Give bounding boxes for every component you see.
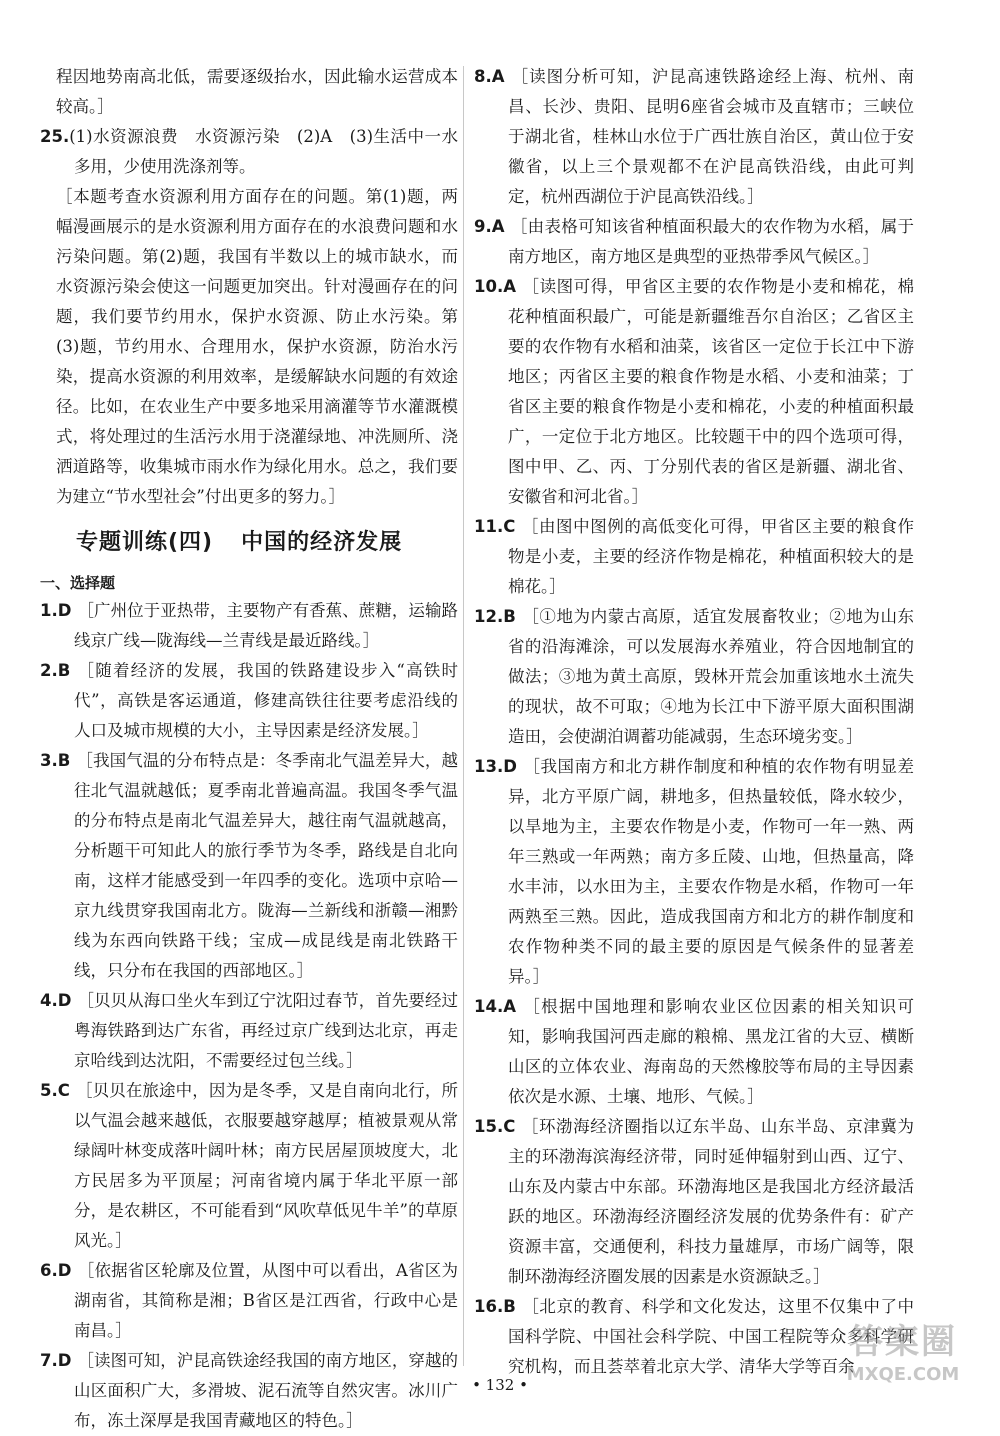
mcq-number: 10. (474, 277, 504, 296)
mcq-item (40, 1076, 458, 1256)
mcq-number: 15. (474, 1117, 504, 1136)
mcq-answer: D (503, 757, 517, 776)
mcq-answer: A (503, 277, 517, 296)
subsection-heading: 一、选择题 (40, 574, 116, 592)
mcq-explanation: ［读图可知，沪昆高铁途经我国的南方地区，穿越的山区面积广大，多滑坡、泥石流等自然灾害。冰川广布，冻土深厚是我国青藏地区的特色。］ (74, 1351, 458, 1430)
mcq-number: 7. (40, 1351, 58, 1370)
question-25 (40, 122, 458, 182)
mcq-explanation: ［随着经济的发展，我国的铁路建设步入“高铁时代”，高铁是客运通道，修建高铁往往要考虑沿线的人口及城市规模的大小，主导因素是经济发展。］ (74, 661, 458, 740)
mcq-explanation: ［①地为内蒙古高原，适宜发展畜牧业；②地为山东省的沿海滩涂，可以发展海水养殖业，符合因地制宜的做法；③地为黄土高原，毁林开荒会加重该地水土流失的现状，故不可取；④地为长江中下游平原大面积围湖造田，会使湖泊调蓄功能减弱，生态环境劣变。］ (508, 607, 914, 746)
mcq-answer: B (503, 607, 516, 626)
question-explanation: ［本题考查水资源利用方面存在的问题。第(1)题，两幅漫画展示的是水资源利用方面存在的水浪费问题和水污染问题。第(2)题，我国有半数以上的城市缺水，而水资源污染会使这一问题更加突出。针对漫画存在的问题，我们要节约用水，保护水资源、防止水污染。第(3)题，节约用水、合理用水，保护水资源，防治水污染，提高水资源的利用效率，是缓解缺水问题的有效途径。比如，在农业生产中要多地采用滴灌等节水灌溉模式，将处理过的生活污水用于浇灌绿地、冲洗厕所、浇洒道路等，收集城市雨水作为绿化用水。总之，我们要为建立“节水型社会”付出更多的努力。］ (56, 187, 458, 506)
mcq-explanation: ［我国南方和北方耕作制度和种植的农作物有明显差异，北方平原广阔，耕地多，但热量较低，降水较少，以旱地为主，主要农作物是小麦，作物可一年一熟、两年三熟或一年两熟；南方多丘陵、山地，但热量高，降水丰沛，以水田为主，主要农作物是水稻，作物可一年两熟至三熟。因此，造成我国南方和北方的耕作制度和农作物种类不同的最主要的原因是气候条件的显著差异。］ (508, 757, 914, 986)
mcq-answer: B (57, 661, 71, 680)
mcq-number: 1. (40, 601, 58, 620)
mcq-answer: C (503, 1117, 516, 1136)
mcq-number: 9. (474, 217, 492, 236)
mcq-item (474, 752, 914, 992)
mcq-item (40, 596, 458, 656)
mcq-number: 14. (474, 997, 504, 1016)
mcq-number: 8. (474, 67, 492, 86)
question-number: 25. (40, 127, 70, 146)
mcq-answer: B (57, 751, 71, 770)
mcq-explanation: ［读图可得，甲省区主要的农作物是小麦和棉花，棉花种植面积最广，可能是新疆维吾尔自治区；乙省区主要的农作物有水稻和油菜，该省区一定位于长江中下游地区；丙省区主要的粮食作物是水稻、小麦和油菜；丁省区主要的粮食作物是小麦和棉花，小麦的种植面积最广，一定位于北方地区。比较题干中的四个选项可得，图中甲、乙、丙、丁分别代表的省区是新疆、湖北省、安徽省和河北省。］ (508, 277, 914, 506)
mcq-answer: A (503, 997, 517, 1016)
mcq-answer: D (57, 991, 72, 1010)
mcq-explanation: ［读图分析可知，沪昆高速铁路途经上海、杭州、南昌、长沙、贵阳、昆明6座省会城市及直辖市；三峡位于湖北省，桂林山水位于广西壮族自治区，黄山位于安徽省，以上三个景观都不在沪昆高铁沿线，由此可判定，杭州西湖位于沪昆高铁沿线。］ (508, 67, 914, 206)
mcq-explanation: ［贝贝在旅途中，因为是冬季，又是自南向北行，所以气温会越来越低，衣服要越穿越厚；植被景观从常绿阔叶林变成落叶阔叶林；南方民居屋顶坡度大，北方民居多为平顶屋；河南省境内属于华北平原一部分，是农耕区，不可能看到“风吹草低见牛羊”的草原风光。］ (74, 1081, 458, 1250)
watermark-url: MXQE.COM (846, 1364, 960, 1385)
mcq-answer: A (491, 67, 505, 86)
mcq-answer: D (57, 1261, 72, 1280)
mcq-item (474, 1112, 914, 1292)
mcq-item (40, 746, 458, 986)
watermark-title: 答案圈 (849, 1322, 957, 1362)
mcq-list-left (40, 596, 458, 1436)
mcq-explanation: ［由图中图例的高低变化可得，甲省区主要的粮食作物是小麦，主要的经济作物是棉花，种植面积较大的是棉花。］ (508, 517, 914, 596)
mcq-item (40, 656, 458, 746)
section-title (76, 526, 458, 560)
mcq-number: 3. (40, 751, 58, 770)
right-column (474, 62, 914, 1382)
mcq-number: 11. (474, 517, 504, 536)
question-answer: (1)水资源浪费 水资源污染 (2)A (3)生活中一水多用，少使用洗涤剂等。 (69, 127, 458, 176)
mcq-explanation: ［由表格可知该省种植面积最大的农作物为水稻，属于南方地区，南方地区是典型的亚热带季风气候区。］ (508, 217, 914, 266)
mcq-answer: C (57, 1081, 70, 1100)
mcq-answer: C (503, 517, 516, 536)
mcq-explanation: ［环渤海经济圈指以辽东半岛、山东半岛、京津冀为主的环渤海滨海经济带，同时延伸辐射到山西、辽宁、山东及内蒙古中东部。环渤海地区是我国北方经济最活跃的地区。环渤海经济圈经济发展的优势条件有：矿产资源丰富，交通便利，科技力量雄厚，市场广阔等，限制环渤海经济圈发展的因素是水资源缺乏。］ (508, 1117, 914, 1286)
mcq-item (40, 1256, 458, 1346)
mcq-answer: D (57, 1351, 72, 1370)
mcq-explanation: ［我国气温的分布特点是：冬季南北气温差异大，越往北气温就越低；夏季南北普遍高温。我国冬季气温的分布特点是南北气温差异大，越往南气温就越高，分析题干可知此人的旅行季节为冬季，路线是自北向南，这样才能感受到一年四季的变化。选项中京哈—京九线贯穿我国南北方。陇海—兰新线和浙赣—湘黔线为东西向铁路干线；宝成—成昆线是南北铁路干线，只分布在我国的西部地区。］ (74, 751, 458, 980)
mcq-explanation: ［根据中国地理和影响农业区位因素的相关知识可知，影响我国河西走廊的粮棉、黑龙江省的大豆、横断山区的立体农业、海南岛的天然橡胶等布局的主导因素依次是水源、土壤、地形、气候。］ (508, 997, 914, 1106)
mcq-item (474, 992, 914, 1112)
mcq-explanation: ［北京的教育、科学和文化发达，这里不仅集中了中国科学院、中国社会科学院、中国工程院等众多科学研究机构，而且荟萃着北京大学、清华大学等百余 (508, 1297, 914, 1376)
mcq-number: 13. (474, 757, 504, 776)
mcq-explanation: ［依据省区轮廓及位置，从图中可以看出，A省区为湖南省，其简称是湘；B省区是江西省，行政中心是南昌。］ (74, 1261, 458, 1340)
mcq-item (474, 272, 914, 512)
section-title-sub: 中国的经济发展 (241, 530, 403, 555)
column-divider (463, 66, 464, 1366)
mcq-number: 12. (474, 607, 504, 626)
mcq-item (474, 212, 914, 272)
mcq-explanation: ［贝贝从海口坐火车到辽宁沈阳过春节，首先要经过粤海铁路到达广东省，再经过京广线到达北京，再走京哈线到达沈阳，不需要经过包兰线。］ (74, 991, 458, 1070)
mcq-number: 2. (40, 661, 58, 680)
mcq-explanation: ［广州位于亚热带，主要物产有香蕉、蔗糖，运输路线京广线—陇海线—兰青线是最近路线。］ (74, 601, 458, 650)
mcq-item (40, 986, 458, 1076)
watermark-logo (828, 1321, 978, 1401)
mcq-item (474, 62, 914, 212)
mcq-answer: B (503, 1297, 516, 1316)
continued-explanation: 程因地势南高北低，需要逐级抬水，因此输水运营成本较高。］ (56, 67, 458, 116)
mcq-number: 5. (40, 1081, 58, 1100)
page-number: • 132 • (472, 1376, 528, 1394)
left-column (40, 62, 458, 1436)
mcq-answer: D (57, 601, 72, 620)
mcq-answer: A (491, 217, 505, 236)
section-title-main: 专题训练(四) (76, 530, 214, 555)
mcq-item (474, 602, 914, 752)
mcq-number: 6. (40, 1261, 58, 1280)
mcq-item (474, 512, 914, 602)
mcq-number: 16. (474, 1297, 504, 1316)
mcq-number: 4. (40, 991, 58, 1010)
